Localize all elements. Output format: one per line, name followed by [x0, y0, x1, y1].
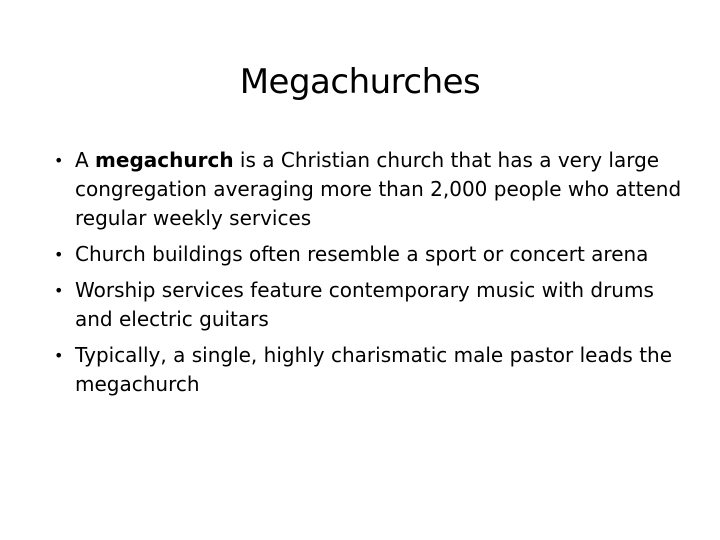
bullet-marker: • [54, 281, 64, 300]
bullet-item [54, 146, 684, 233]
bullet-text: Church buildings often resemble a sport or concert arena [75, 242, 649, 266]
bullet-bold-term: megachurch [95, 148, 234, 172]
bullet-marker: • [54, 245, 64, 264]
bullet-text: Typically, a single, highly charismatic male pastor leads the megachurch [75, 343, 673, 396]
slide-title: Megachurches [239, 62, 481, 102]
bullet-list [54, 146, 684, 399]
bullet-marker: • [54, 346, 64, 365]
bullet-text: is a Christian church that has a very large congregation averaging more than 2,000 people who attend regular weekly services [75, 148, 682, 230]
bullet-marker: • [54, 151, 64, 170]
bullet-item [54, 240, 684, 269]
bullet-text: Worship services feature contemporary music with drums and electric guitars [75, 278, 654, 331]
bullet-text-prefix: A [75, 148, 96, 172]
bullet-item [54, 341, 684, 399]
bullet-item [54, 276, 684, 334]
